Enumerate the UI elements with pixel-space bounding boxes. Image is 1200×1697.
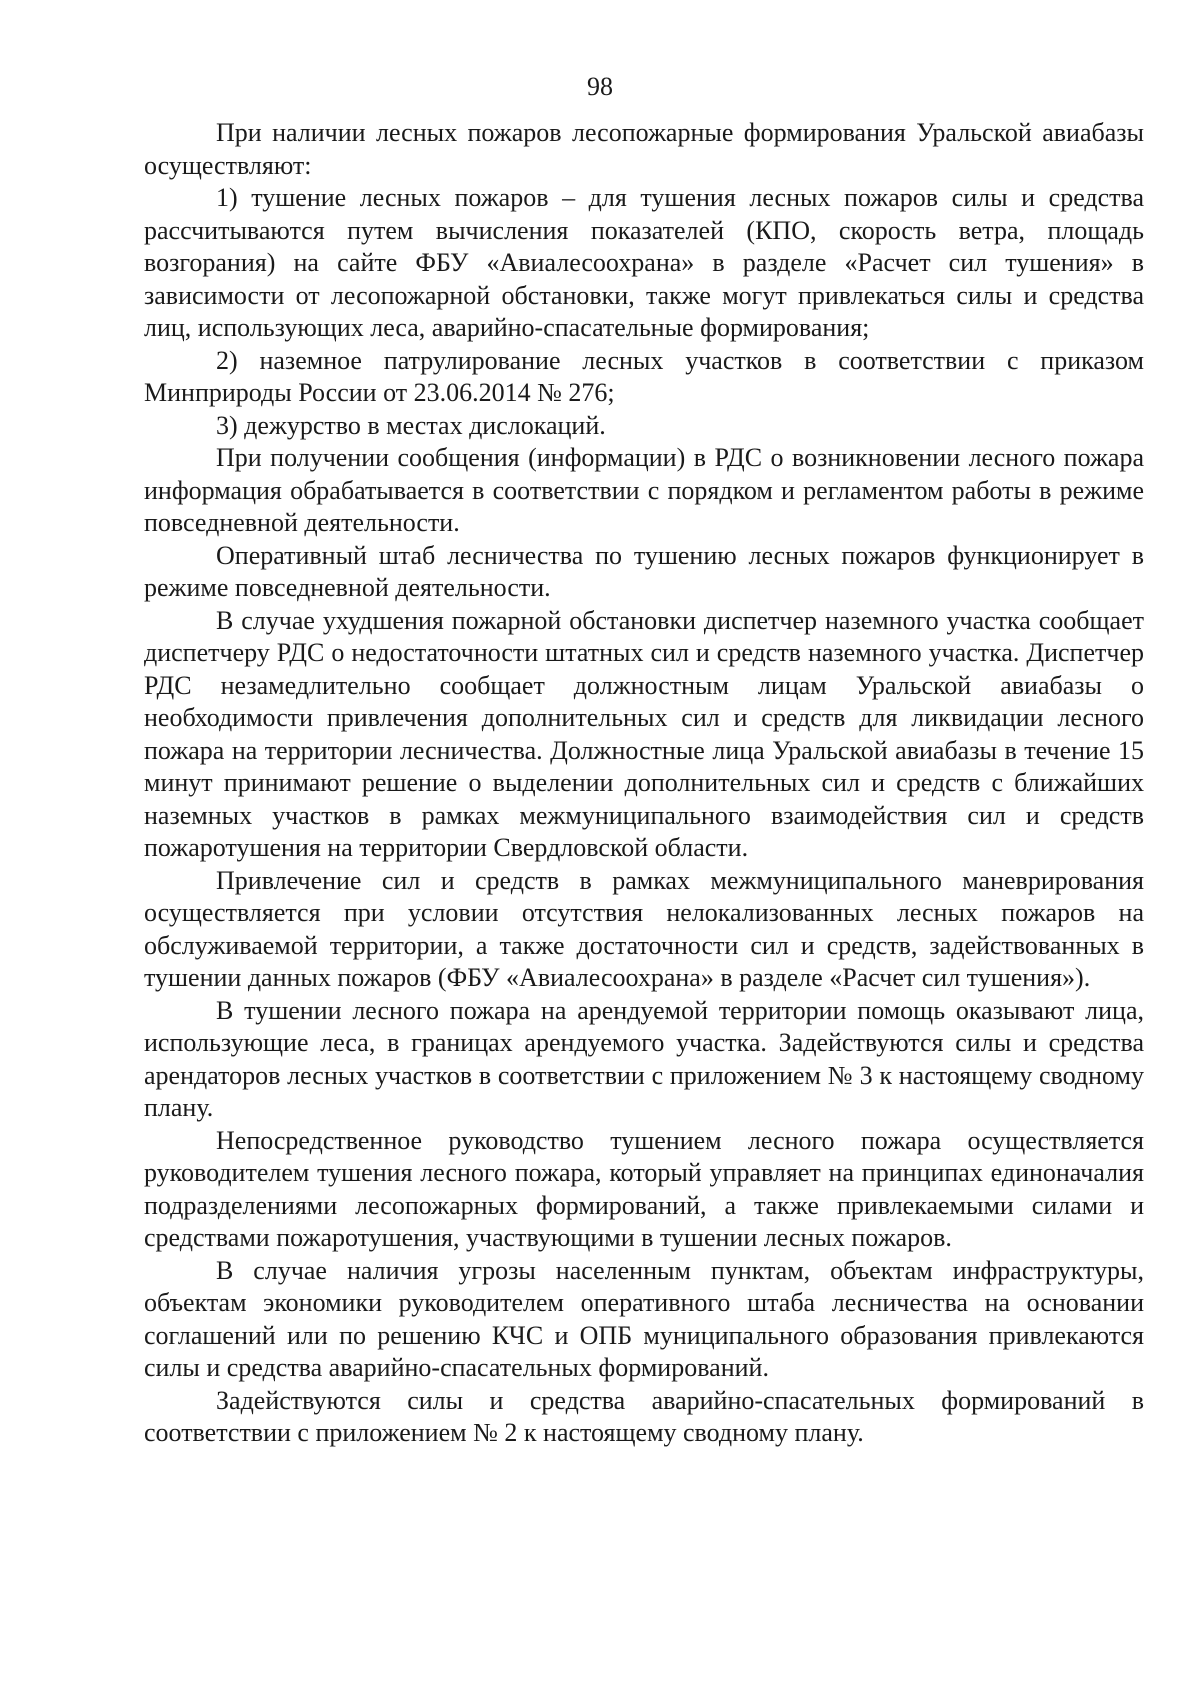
paragraph-4: 3) дежурство в местах дислокаций. [216, 410, 606, 440]
paragraph-8: Привлечение сил и средств в рамках межмуниципального маневрирования осуществляется при условии отсутствия нелокализованных лесных пожаров на обслуживаемой территории, а также достаточности сил и средств, задействованных в тушении данных пожаров (ФБУ «Авиалесоохрана» в разделе «Расчет сил тушения»). [144, 865, 1144, 992]
paragraph-11: В случае наличия угрозы населенным пунктам, объектам инфраструктуры, объектам экономики руководителем оперативного штаба лесничества на основании соглашений или по решению КЧС и ОПБ муниципального образования привлекаются силы и средства аварийно-спасательных формирований. [144, 1255, 1144, 1382]
document-body [144, 117, 1144, 1450]
paragraph-7: В случае ухудшения пожарной обстановки диспетчер наземного участка сообщает диспетчеру РДС о недостаточности штатных сил и средств наземного участка. Диспетчер РДС незамедлительно сообщает должностным лицам Уральской авиабазы о необходимости привлечения дополнительных сил и средств для ликвидации лесного пожара на территории лесничества. Должностные лица Уральской авиабазы в течение 15 минут принимают решение о выделении дополнительных сил и средств с ближайших наземных участков в рамках межмуниципального взаимодействия сил и средств пожаротушения на территории Свердловской области. [144, 605, 1144, 862]
paragraph-1: При наличии лесных пожаров лесопожарные формирования Уральской авиабазы осуществляют: [144, 118, 1144, 180]
paragraph-3: 2) наземное патрулирование лесных участков в соответствии с приказом Минприроды России от 23.06.2014 № 276; [144, 345, 1144, 407]
paragraph-6: Оперативный штаб лесничества по тушению лесных пожаров функционирует в режиме повседневной деятельности. [144, 540, 1144, 602]
paragraph-10: Непосредственное руководство тушением лесного пожара осуществляется руководителем тушения лесного пожара, который управляет на принципах единоначалия подразделениями лесопожарных формирований, а также привлекаемыми силами и средствами пожаротушения, участвующими в тушении лесных пожаров. [144, 1125, 1144, 1252]
paragraph-9: В тушении лесного пожара на арендуемой территории помощь оказывают лица, использующие леса, в границах арендуемого участка. Задействуются силы и средства арендаторов лесных участков в соответствии с приложением № 3 к настоящему сводному плану. [144, 995, 1144, 1122]
paragraph-2: 1) тушение лесных пожаров – для тушения лесных пожаров силы и средства рассчитываются путем вычисления показателей (КПО, скорость ветра, площадь возгорания) на сайте ФБУ «Авиалесоохрана» в разделе «Расчет сил тушения» в зависимости от лесопожарной обстановки, также могут привлекаться силы и средства лиц, использующих леса, аварийно-спасательные формирования; [144, 183, 1144, 342]
paragraph-5: При получении сообщения (информации) в РДС о возникновении лесного пожара информация обрабатывается в соответствии с порядком и регламентом работы в режиме повседневной деятельности. [144, 443, 1144, 537]
page-number: 98 [587, 72, 613, 101]
paragraph-12: Задействуются силы и средства аварийно-спасательных формирований в соответствии с приложением № 2 к настоящему сводному плану. [144, 1385, 1144, 1447]
